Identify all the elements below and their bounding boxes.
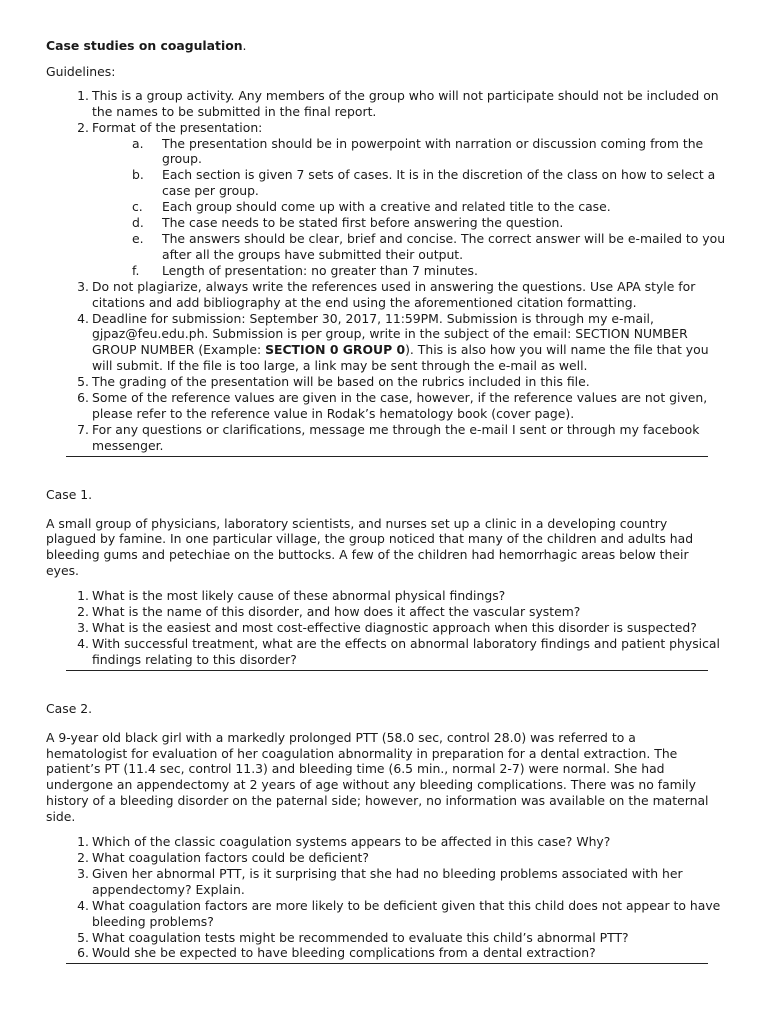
format-text: The answers should be clear, brief and concise. The correct answer will be e-mailed to you after all the groups have submitted their output. (162, 230, 726, 262)
question-text: What is the name of this disorder, and how does it affect the vascular system? (92, 604, 581, 620)
list-number: 1. (77, 588, 89, 604)
list-letter: e. (132, 230, 144, 246)
list-letter: d. (132, 215, 144, 231)
subject-example: SECTION 0 GROUP 0 (265, 342, 406, 358)
list-number: 4. (77, 310, 89, 326)
list-number: 3. (77, 620, 89, 635)
format-item (106, 136, 768, 168)
case2-questions (46, 834, 768, 961)
guideline-item (46, 422, 768, 454)
list-number: 3. (77, 278, 89, 294)
guideline-text: Format of the presentation: (92, 119, 263, 135)
question-text: Would she be expected to have bleeding complications from a dental extraction? (92, 945, 596, 961)
guideline-item (46, 120, 768, 136)
question-item (46, 945, 768, 961)
list-number: 2. (77, 119, 89, 135)
format-text: Length of presentation: no greater than 7 minutes. (162, 262, 478, 278)
guideline-item (46, 374, 768, 390)
guideline-text: Some of the reference values are given in the case, however, if the reference values are not given, please refer to the reference value in Rodak’s hematology book (cover page). (92, 390, 708, 421)
list-number: 3. (77, 865, 89, 881)
guideline-text: Do not plagiarize, always write the references used in answering the questions. Use APA style for citations and add bibliography at the end using the aforementioned citation formatting. (92, 278, 696, 310)
section-divider (66, 456, 708, 457)
question-text: What coagulation tests might be recommended to evaluate this child’s abnormal PTT? (92, 929, 629, 945)
guideline-text: For any questions or clarifications, message me through the e-mail I sent or through my facebook messenger. (92, 421, 700, 453)
list-letter: b. (132, 167, 144, 183)
case1-heading: Case 1. (46, 486, 93, 502)
format-text: The presentation should be in powerpoint with narration or discussion coming from the group. (162, 135, 704, 167)
guideline-text: This is a group activity. Any members of the group who will not participate should not be included on the names to be submitted in the final report. (92, 87, 719, 119)
list-number: 6. (77, 390, 89, 406)
question-text: With successful treatment, what are the effects on abnormal laboratory findings and patient physical findings relating to this disorder? (92, 635, 720, 667)
format-item (106, 167, 768, 199)
guideline-item (46, 279, 768, 311)
guideline-item (46, 311, 768, 375)
format-text: Each section is given 7 sets of cases. It is in the discretion of the class on how to select a case per group. (162, 167, 716, 199)
list-number: 5. (77, 374, 89, 390)
format-sublist-container (46, 136, 768, 279)
list-number: 4. (77, 897, 89, 913)
list-number: 2. (77, 604, 89, 620)
list-letter: a. (132, 135, 144, 151)
question-item (46, 636, 768, 668)
question-item (46, 866, 768, 898)
question-text: Which of the classic coagulation systems appears to be affected in this case? Why? (92, 834, 611, 850)
format-item (106, 231, 768, 263)
list-number: 5. (77, 929, 89, 945)
question-item (46, 620, 768, 636)
list-number: 1. (77, 87, 89, 103)
list-number: 2. (77, 849, 89, 865)
format-text: The case needs to be stated first before answering the question. (162, 215, 564, 231)
question-item (46, 850, 768, 866)
guideline-item (46, 390, 768, 422)
format-sublist (106, 136, 768, 279)
section-divider (66, 963, 708, 964)
deadline-text-b: ). This is also how you will name the file that you will submit. If the file is too large, a link may be sent through the e-mail as well. (92, 342, 709, 374)
guideline-item (46, 88, 768, 120)
list-number: 1. (77, 834, 89, 850)
format-item (106, 199, 768, 215)
guideline-text: The grading of the presentation will be based on the rubrics included in this file. (92, 374, 590, 390)
guidelines-label: Guidelines: (46, 63, 116, 79)
format-item (106, 263, 768, 279)
format-text: Each group should come up with a creative and related title to the case. (162, 199, 611, 215)
document-title (46, 38, 768, 54)
question-item (46, 834, 768, 850)
question-text: Given her abnormal PTT, is it surprising that she had no bleeding problems associated with her appendectomy? Explain. (92, 865, 683, 897)
section-divider (66, 670, 708, 671)
case1-paragraph: A small group of physicians, laboratory scientists, and nurses set up a clinic in a developing country plagued by famine. In one particular village, the group noticed that many of the children and adults had bleeding gums and petechiae on the buttocks. A few of the children had hemorrhagic areas below their eyes. (46, 515, 694, 579)
question-text: What is the most likely cause of these abnormal physical findings? (92, 588, 506, 604)
list-letter: f. (132, 262, 140, 278)
list-letter: c. (132, 199, 143, 215)
question-text: What coagulation factors are more likely to be deficient given that this child does not appear to have bleeding problems? (92, 897, 721, 929)
question-item (46, 898, 768, 930)
guideline-text (92, 311, 722, 375)
question-text: What is the easiest and most cost-effective diagnostic approach when this disorder is suspected? (92, 620, 697, 635)
case2-paragraph: A 9-year old black girl with a markedly prolonged PTT (58.0 sec, control 28.0) was referred to a hematologist for evaluation of her coagulation abnormality in preparation for a dental extraction. The patient’s PT (11.4 sec, control 11.3) and bleeding time (6.5 min., normal 2-7) were normal. She had undergone an appendectomy at 2 years of age without any bleeding complications. There was no family history of a bleeding disorder on the paternal side; however, no information was available on the maternal side. (46, 729, 709, 825)
case1-questions (46, 588, 768, 668)
case2-heading: Case 2. (46, 700, 93, 716)
title-text: Case studies on coagulation (46, 38, 243, 53)
question-item (46, 604, 768, 620)
list-number: 4. (77, 635, 89, 651)
format-item (106, 215, 768, 231)
title-period: . (242, 38, 247, 53)
question-item (46, 930, 768, 946)
deadline-text-a: Deadline for submission: September 30, 2017, 11:59PM. Submission is through my e-mail, gjpaz@feu.edu.ph. Submission is per group, write in the subject of the email: SECTION NUMBER GROUP NUMBER (Example: (92, 310, 688, 358)
list-number: 7. (77, 421, 89, 437)
question-text: What coagulation factors could be deficient? (92, 849, 369, 865)
guidelines-list (46, 88, 768, 454)
question-item (46, 588, 768, 604)
list-number: 6. (77, 945, 89, 961)
